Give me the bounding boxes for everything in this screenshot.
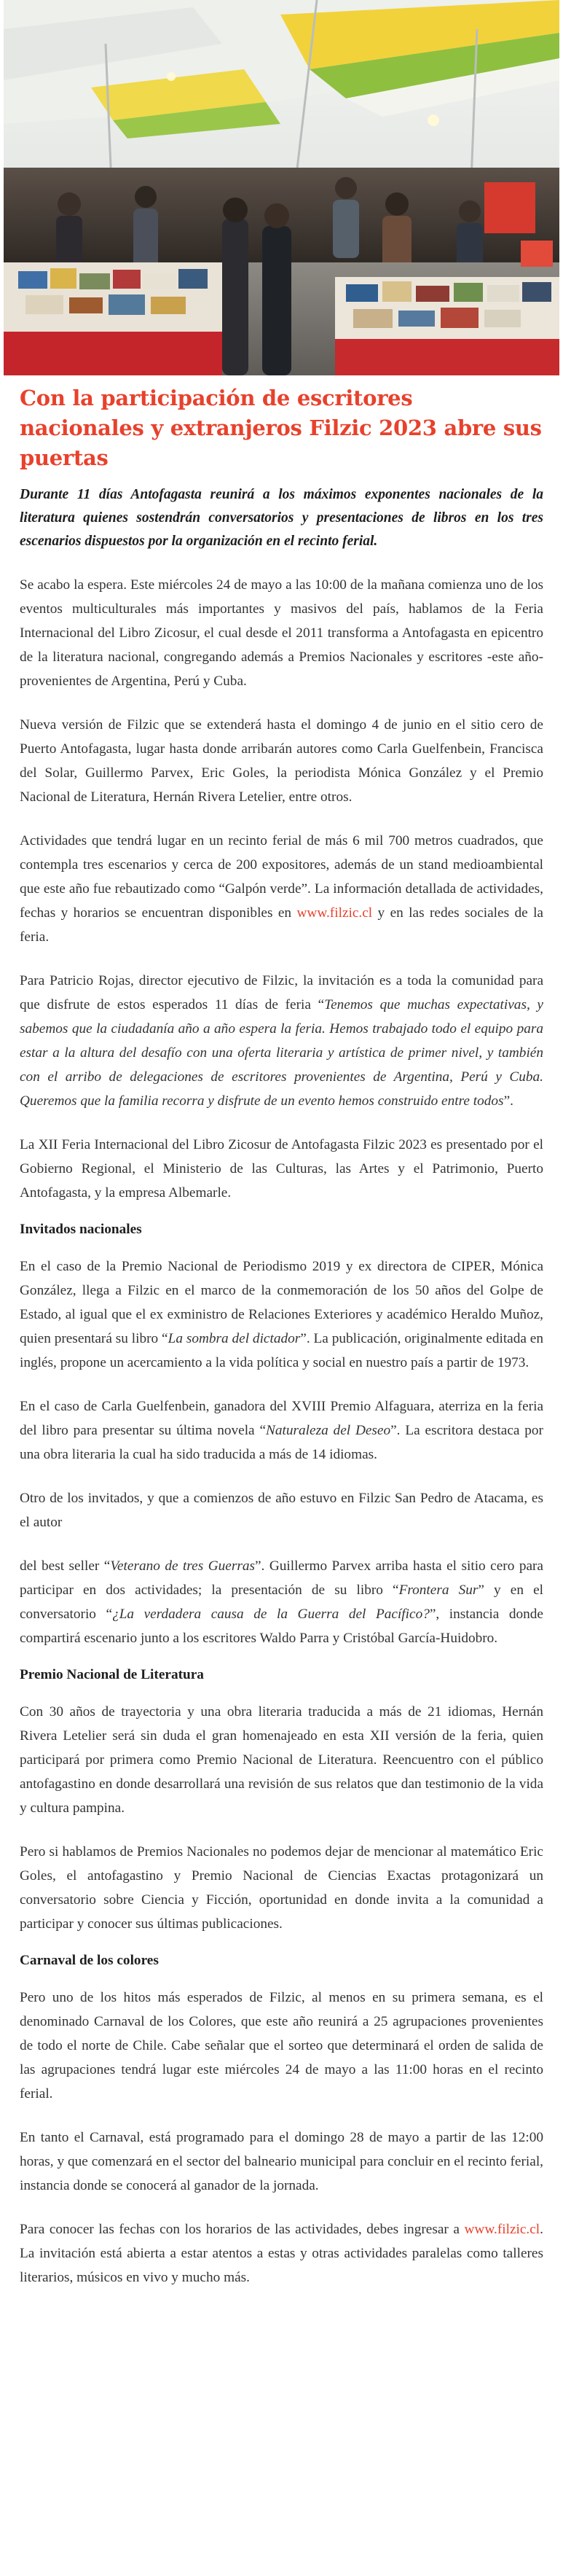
filzic-link-footer[interactable]: www.filzic.cl xyxy=(464,2222,540,2237)
paragraph-13: En tanto el Carnaval, está programado para el domingo 28 de mayo a partir de las 12:00 horas, y que comenzará en el sector del balneario municipal para concluir en el recinto ferial, instancia donde se conocerá al ganador de la jornada. xyxy=(20,2130,543,2193)
paragraph-14-text: Para conocer las fechas con los horarios de las actividades, debes ingresar a xyxy=(20,2222,465,2237)
paragraph-7-text-end: ”. La escritora destaca por una obra literaria la cual ha sido traducida a más de 14 idiomas. xyxy=(20,1423,543,1462)
paragraph-1: Se acabo la espera. Este miércoles 24 de mayo a las 10:00 de la mañana comienza uno de los eventos multiculturales más importantes y masivos del país, hablamos de la Feria Internacional del Libro Zicosur, el cual desde el 2011 transforma a Antofagasta en epicentro de la literatura nacional, congregando además a Premios Nacionales y escritores -este año- provenientes de Argentina, Perú y Cuba. xyxy=(20,577,543,689)
book-title-veterano: Veterano de tres Guerras xyxy=(110,1558,255,1574)
subhead-premio: Premio Nacional de Literatura xyxy=(20,1667,204,1682)
paragraph-14-text-end: . La invitación está abierta a estar atentos a estas y otras actividades paralelas como talleres literarios, músicos en vivo y mucho más. xyxy=(20,2222,543,2285)
paragraph-9-text-c: ”. Guillermo Parvex arriba hasta el sitio cero para participar en dos actividades; la presentación de su libro “ xyxy=(20,1558,543,1598)
book-fair-photo xyxy=(4,0,559,375)
paragraph-9-text-a: del best seller “ xyxy=(20,1558,111,1574)
paragraph-4-text-end: ”. xyxy=(503,1093,513,1109)
paragraph-4 xyxy=(20,969,543,1113)
director-quote: Tenemos que muchas expectativas, y sabemos que la ciudadanía año a año espera la feria. Hemos trabajado todo el equipo para estar a la altura del desafío con una oferta literaria y artística de primer nivel, y también con el arribo de delegaciones de escritores provenientes de Argentina, Perú y Cuba. Queremos que la familia recorra y disfrute de un evento hemos construido entre todos xyxy=(20,997,543,1109)
paragraph-4-text: Para Patricio Rojas, director ejecutivo de Filzic, la invitación es a toda la comunidad para que disfrute de estos esperados 11 días de feria “ xyxy=(20,973,543,1012)
header-photo xyxy=(4,0,559,375)
paragraph-7-text: En el caso de Carla Guelfenbein, ganadora del XVIII Premio Alfaguara, aterriza en la feria del libro para presentar su última novela “ xyxy=(20,1399,543,1438)
paragraph-6-text: En el caso de la Premio Nacional de Periodismo 2019 y ex directora de CIPER, Mónica González, llega a Filzic en el marco de la conmemoración de los 50 años del Golpe de Estado, al igual que el ex exministro de Relaciones Exteriores y académico Heraldo Muñoz, quien presentará su libro “ xyxy=(20,1259,543,1346)
paragraph-9-text-d: ” y en el conversatorio “ xyxy=(20,1582,543,1622)
subhead-invitados: Invitados nacionales xyxy=(20,1222,142,1237)
paragraph-3-text-end: y en las redes sociales de la feria. xyxy=(20,905,543,945)
article-lead: Durante 11 días Antofagasta reunirá a los máximos exponentes nacionales de la literatura quienes sostendrán conversatorios y presentaciones de libros en los tres escenarios dispuestos por la organización en el recinto ferial. xyxy=(20,487,543,549)
paragraph-5: La XII Feria Internacional del Libro Zicosur de Antofagasta Filzic 2023 es presentado por el Gobierno Regional, el Ministerio de las Culturas, las Artes y el Patrimonio, Puerto Antofagasta, y la empresa Albemarle. xyxy=(20,1137,543,1201)
paragraph-10: Con 30 años de trayectoria y una obra literaria traducida a más de 21 idiomas, Hernán Rivera Letelier será sin duda el gran homenajeado en esta XII versión de la feria, quien participará por primera como Premio Nacional de Literatura. Reencuentro con el público antofagastino en donde desarrollará una revisión de sus relatos que dan testimonio de la vida y cultura pampina. xyxy=(20,1704,543,1816)
paragraph-12: Pero uno de los hitos más esperados de Filzic, al menos en su primera semana, es el denominado Carnaval de los Colores, que este año reunirá a 25 agrupaciones provenientes de todo el norte de Chile. Cabe señalar que el sorteo que determinará el orden de salida de las agrupaciones tendrá lugar este miércoles 24 de mayo a las 11:00 horas en el recinto ferial. xyxy=(20,1990,543,2101)
paragraph-9 xyxy=(20,1554,543,1650)
paragraph-6 xyxy=(20,1254,543,1375)
book-title-naturaleza: Naturaleza del Deseo xyxy=(266,1423,391,1438)
paragraph-7 xyxy=(20,1394,543,1467)
paragraph-2: Nueva versión de Filzic que se extenderá hasta el domingo 4 de junio en el sitio cero de Puerto Antofagasta, lugar hasta donde arribarán autores como Carla Guelfenbein, Francisca del Solar, Guillermo Parvex, Eric Goles, la periodista Mónica González y el Premio Nacional de Literatura, Hernán Rivera Letelier, entre otros. xyxy=(20,717,543,805)
conversatorio-title: ¿La verdadera causa de la Guerra del Pacífico? xyxy=(112,1607,430,1622)
article-body xyxy=(20,383,543,2290)
book-title-sombra: La sombra del dictador xyxy=(168,1331,301,1346)
subhead-carnaval: Carnaval de los colores xyxy=(20,1953,159,1968)
paragraph-8: Otro de los invitados, y que a comienzos de año estuvo en Filzic San Pedro de Atacama, es el autor xyxy=(20,1491,543,1530)
paragraph-6-text-end: ”. La publicación, originalmente editada en inglés, propone un acercamiento a la vida política y social en nuestro país a partir de 1973. xyxy=(20,1331,543,1370)
book-title-frontera: Frontera Sur xyxy=(398,1582,479,1598)
article-title: Con la participación de escritores nacionales y extranjeros Filzic 2023 abre sus puertas xyxy=(20,386,542,470)
paragraph-9-text-e: ”, instancia donde compartirá escenario junto a los escritores Waldo Parra y Cristóbal García-Huidobro. xyxy=(20,1607,543,1646)
filzic-link[interactable]: www.filzic.cl xyxy=(296,905,373,921)
paragraph-11: Pero si hablamos de Premios Nacionales no podemos dejar de mencionar al matemático Eric Goles, el antofagastino y Premio Nacional de Ciencias Exactas protagonizará un conversatorio sobre Ciencia y Ficción, oportunidad en donde invita a la comunidad a participar y conocer sus últimas publicaciones. xyxy=(20,1844,543,1932)
paragraph-14 xyxy=(20,2217,543,2290)
paragraph-3-text: Actividades que tendrá lugar en un recinto ferial de más 6 mil 700 metros cuadrados, que contempla tres escenarios y cerca de 200 expositores, además de un stand medioambiental que este año fue rebautizado como “Galpón verde”. La información detallada de actividades, fechas y horarios se encuentran disponibles en xyxy=(20,833,543,921)
paragraph-3 xyxy=(20,829,543,949)
